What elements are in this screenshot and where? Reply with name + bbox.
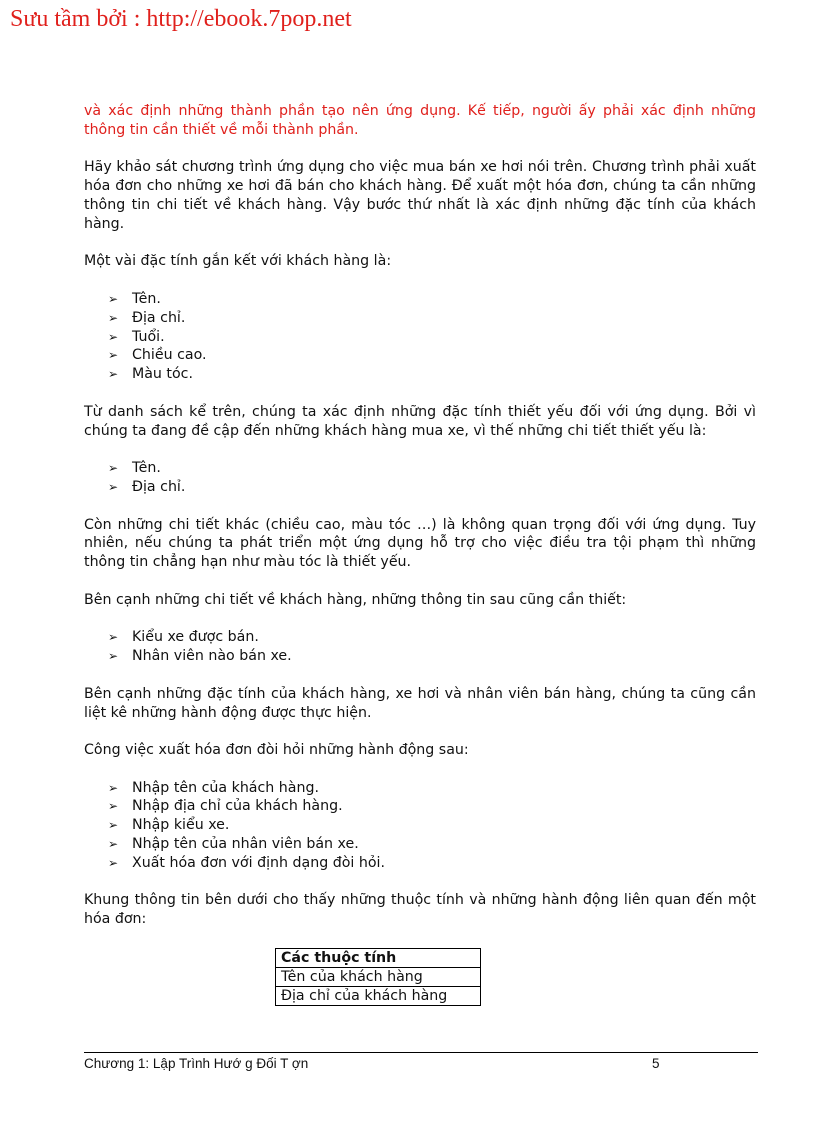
table-cell: Tên của khách hàng [276, 967, 481, 986]
document-body [84, 102, 756, 1006]
arrow-bullet-icon: ➢ [108, 837, 119, 852]
list-item: ➢ Kiểu xe được bán. [108, 629, 259, 646]
paragraph: Khung thông tin bên dưới cho thấy những thuộc tính và những hành động liên quan đến một hóa đơn: [84, 892, 756, 928]
footer-divider [84, 1052, 758, 1053]
bullet-list-extra-info [84, 628, 756, 666]
list-item: ➢ Nhân viên nào bán xe. [108, 648, 292, 665]
table-header-cell: Các thuộc tính [276, 948, 481, 967]
paragraph: Một vài đặc tính gắn kết với khách hàng là: [84, 253, 392, 270]
footer-page-number: 5 [652, 1056, 660, 1071]
list-item: ➢ Tên. [108, 290, 161, 307]
paragraph: Còn những chi tiết khác (chiều cao, màu tóc …) là không quan trọng đối với ứng dụng. Tuy nhiên, nếu chúng ta phát triển một ứng dụng hỗ trợ cho việc điều tra tội phạm thì những thông tin chẳng hạn như màu tóc là thiết yếu. [84, 516, 756, 571]
list-item: ➢ Màu tóc. [108, 366, 193, 383]
paragraph: Từ danh sách kể trên, chúng ta xác định những đặc tính thiết yếu đối với ứng dụng. Bởi vì chúng ta đang đề cập đến những khách hàng mua xe, vì thế những chi tiết thiết yếu là: [84, 403, 756, 439]
arrow-bullet-icon: ➢ [108, 329, 119, 344]
paragraph: Bên cạnh những đặc tính của khách hàng, xe hơi và nhân viên bán hàng, chúng ta cũng cần liệt kê những hành động được thực hiện. [84, 685, 756, 721]
list-item: ➢ Tên. [108, 460, 161, 477]
paragraph-intro: và xác định những thành phần tạo nên ứng dụng. Kế tiếp, người ấy phải xác định những thông tin cần thiết về mỗi thành phần. [84, 103, 756, 138]
bullet-list-essential-traits [84, 459, 756, 497]
arrow-bullet-icon: ➢ [108, 818, 119, 833]
arrow-bullet-icon: ➢ [108, 649, 119, 664]
list-item: ➢ Tuổi. [108, 328, 165, 345]
list-item: ➢ Chiều cao. [108, 347, 207, 364]
arrow-bullet-icon: ➢ [108, 461, 119, 476]
bullet-list-customer-traits [84, 290, 756, 384]
arrow-bullet-icon: ➢ [108, 348, 119, 363]
list-item: ➢ Nhập kiểu xe. [108, 817, 230, 834]
arrow-bullet-icon: ➢ [108, 799, 119, 814]
arrow-bullet-icon: ➢ [108, 367, 119, 382]
table-row [276, 986, 481, 1005]
list-item: ➢ Nhập tên của nhân viên bán xe. [108, 836, 359, 853]
list-item: ➢ Địa chỉ. [108, 309, 186, 326]
arrow-bullet-icon: ➢ [108, 780, 119, 795]
list-item: ➢ Nhập địa chỉ của khách hàng. [108, 798, 343, 815]
arrow-bullet-icon: ➢ [108, 479, 119, 494]
bullet-list-actions [84, 779, 756, 873]
table-header-row [276, 948, 481, 967]
list-item: ➢ Xuất hóa đơn với định dạng đòi hỏi. [108, 854, 385, 871]
arrow-bullet-icon: ➢ [108, 630, 119, 645]
list-item: ➢ Nhập tên của khách hàng. [108, 779, 320, 796]
table-cell: Địa chỉ của khách hàng [276, 986, 481, 1005]
paragraph: Hãy khảo sát chương trình ứng dụng cho việc mua bán xe hơi nói trên. Chương trình phải xuất hóa đơn cho những xe hơi đã bán cho khách hàng. Để xuất một hóa đơn, chúng ta cần những thông tin chi tiết về khách hàng. Vậy bước thứ nhất là xác định những đặc tính của khách hàng. [84, 159, 756, 232]
arrow-bullet-icon: ➢ [108, 855, 119, 870]
paragraph: Bên cạnh những chi tiết về khách hàng, những thông tin sau cũng cần thiết: [84, 591, 627, 608]
arrow-bullet-icon: ➢ [108, 291, 119, 306]
footer-chapter-title: Chương 1: Lập Trình Hướ g Đối T ợn [84, 1056, 309, 1071]
watermark-text: Sưu tầm bởi : http://ebook.7pop.net [10, 6, 352, 32]
table-row [276, 967, 481, 986]
list-item: ➢ Địa chỉ. [108, 478, 186, 495]
paragraph: Công việc xuất hóa đơn đòi hỏi những hành động sau: [84, 742, 469, 759]
arrow-bullet-icon: ➢ [108, 310, 119, 325]
attributes-table [275, 948, 481, 1006]
